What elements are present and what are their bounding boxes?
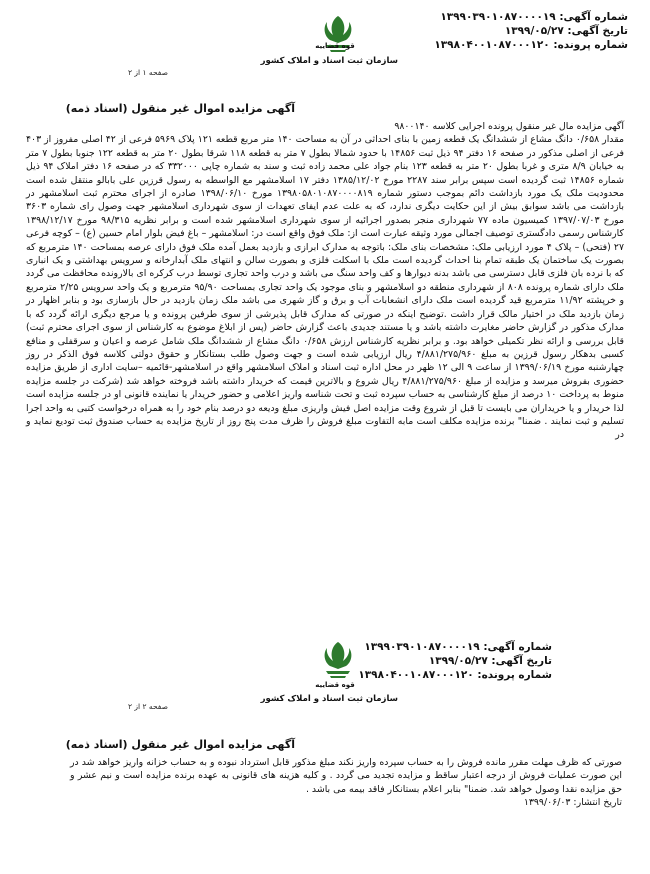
notice-body <box>70 756 622 810</box>
notice-body <box>26 120 624 442</box>
case-number: شماره پرونده: ۱۳۹۸۰۴۰۰۱۰۸۷۰۰۰۱۲۰ <box>358 669 552 681</box>
page-label: صفحه ۱ از ۲ <box>128 68 168 77</box>
ad-date: تاریخ آگهی: ۱۳۹۹/۰۵/۲۷ <box>428 655 552 667</box>
page-label: صفحه ۲ از ۲ <box>128 702 168 711</box>
emblem-caption: قوه قضاییه <box>315 681 355 689</box>
ad-date: تاریخ آگهی: ۱۳۹۹/۰۵/۲۷ <box>504 25 628 37</box>
notice-paragraph: مقدار ۰/۶۵۸ دانگ مشاع از ششدانگ یک قطعه زمین با بنای احداثی در آن به مساحت ۱۴۰ متر مربع قطعه ۱۲۱ پلاک ۵۹۶۹ فرعی از ۴۲ اصلی مفروز از ۴۰۳ فرعی از اصلی مذکور در صفحه ۱۶ دفتر ۹۴ ذیل ثبت ۱۴۸۵۶ با حدود شمالا بطول ۷ متر به قطعه ۱۱۸ شرقا بطول ۲۰ متر به قطعه ۱۲۲ جنوبا بطول ۷ متر به خیابان ۸/۹ متری و غربا بطول ۲۰ متر به قطعه ۱۲۳ بنام جواد علی محمد زاده ثبت و سند به شماره چاپی ۳۳۲۰۰۰ که در صفحه ۱۶ دفتر املاک ۹۴ ذیل شماره ۱۴۸۵۶ ثبت گردیده است سپس برابر سند ۲۲۸۷ مورخ ۱۳۸۵/۱۲/۰۲ دفتر ۱۷ اسلامشهر مع الواسطه به رسول قرزین علی بابالو منتقل شده است محدودیت ملک یک مورد بازداشت دائم بموجب دستور شماره ۱۳۹۸۰۵۸۰۱۰۸۷۰۰۰۰۸۱۹ مورخ ۱۳۹۸/۰۶/۱۰ صادره از اجرای محترم ثبت اسلامشهر در بازداشت می باشد سوابق بیش از این حکایت دیگری ندارد، که به علت عدم ایفای تعهدات از سوی شهرداری اسلامشهر جهت وصول رای شماره ۳۶۰۳ مورخ ۱۳۹۷/۰۷/۰۳ کمیسیون ماده ۷۷ شهرداری منجر بصدور اجرائیه از سوی شهرداری اسلامشهر شده است و برابر نظریه ۹۸/۳۱۵ مورخ ۱۳۹۸/۱۲/۱۷ کارشناس رسمی دادگستری توصیف اجمالی مورد وثیقه عبارت است از: ملک فوق واقع است در: اسلامشهر – باغ فیض بلوار امام حسین (ع) – کوچه فرعی ۲۷ (فتحی) – پلاک ۴ مورد ارزیابی ملک: مشخصات بنای ملک: باتوجه به مدارک ابرازی و بازدید بعمل آمده ملک فوق دارای عرصه بمساحت ۱۴۰ مترمربع که بصورت یک ساختمان یک طبقه تمام بنا احداث گردیده است ملک با اسکلت فلزی و بصورت سالن و انتهای ملک آبدارخانه و سرویس بهداشتی و یک انباری که با نرده بان فلزی قابل دسترسی می باشد بدنه دیوارها و کف واحد سنگ می باشد و درب واحد تجاری توسط درب کرکره ای بالارونده محافظت می گردد ملک دارای شماره پرونده ۸۰۸ از شهرداری منطقه دو اسلامشهر و بنای موجود یک واحد تجاری بمساحت ۹۵/۹۰ مترمربع و یک واحد سرویس ۲/۲۵ مترمربع و خرپشته ۱۱/۹۲ مترمربع قید گردیده است ملک دارای انشعابات آب و برق و گاز شهری می باشد ملک زمان بازدید در حال بازسازی بود و بنابر اظهار در زمان بازدید ملک در اختیار مالک قرار داشت .توضیح اینکه در صورتی که مدارک قابل پذیرشی از سوی طرفین پرونده و یا مرجع دیگری ارائه گردد که با مدارک مذکور در گزارش حاضر مغایرت داشته باشد و یا مستند جدیدی باعث گزارش حاضر (پس از ابلاغ موضوع به کارشناس از سوی اجرای محترم ثبت) قابل بررسی و ارائه نظر تکمیلی خواهد بود. و برابر نظریه کارشناس ارزش ۰/۶۵۸ دانگ مشاع از ششدانگ ملک شامل عرصه و اعیان و سرقفلی و منافع کسبی بدهکار رسول قرزین به مبلغ ۴/۸۸۱/۲۷۵/۹۶۰ ریال ارزیابی شده است و جهت وصول طلب بستانکار و حقوق دولتی کلاسه فوق الذکر در روز چهارشنبه مورخ ۱۳۹۹/۰۶/۱۹ از ساعت ۹ الی ۱۲ ظهر در محل اداره ثبت اسناد و املاک اسلامشهر واقع در اسلامشهر-قائمیه –سایت اداری از طریق مزایده حضوری بفروش میرسد و مزایده از مبلغ ۴/۸۸۱/۲۷۵/۹۶۰ ریال شروع و بالاترین قیمت که خریدار داشته باشد فروخته خواهد شد (شرکت در جلسه مزایده منوط به پرداخت ۱۰ درصد از مبلغ کارشناسی به حساب سپرده ثبت و تحت شناسه واریز اعلامی و حضور خریدار یا نماینده قانونی او در جلسه مزایده است لذا خریدار و یا خریداران می بایست تا قبل از شروع وقت مزایده اصل فیش واریزی مبلغ ودیعه دو درصد بنام خود را به همراه درخواست کتبی به واحد اجرا تسلیم و ثبت نمایند . ضمنا" برنده مزایده مکلف است مابه التفاوت مبلغ فروش را ظرف مدت پنج روز از تاریخ مزایده به حساب صندوق ثبت تودیع نماید و در <box>26 134 625 441</box>
publish-date: تاریخ انتشار: ۱۳۹۹/۰۶/۰۳ <box>523 797 622 809</box>
notice-paragraph: صورتی که ظرف مهلت مقرر مانده فروش را به حساب سپرده واریز نکند مبلغ مذکور قابل استرداد نبوده و به حساب خزانه واریز خواهد شد در این صورت عملیات فروش از درجه اعتبار ساقط و مزایده تجدید می گردد . و کلیه هزینه های قانونی به عهده برنده مزایده است و نیم عشر و حق مزایده نقدا وصول خواهد شد. ضمنا" بنابر اعلام بستانکار فاقد بیمه می باشد . <box>70 757 622 795</box>
ad-number: شماره آگهی: ۱۳۹۹۰۳۹۰۱۰۸۷۰۰۰۰۱۹ <box>364 641 552 653</box>
notice-heading-line: آگهی مزایده مال غیر منقول پرونده اجرایی کلاسه ۹۸۰۰۱۴۰ <box>394 121 624 132</box>
ad-meta-block <box>358 640 552 682</box>
ad-number: شماره آگهی: ۱۳۹۹۰۳۹۰۱۰۸۷۰۰۰۰۱۹ <box>440 11 628 23</box>
case-number: شماره پرونده: ۱۳۹۸۰۴۰۰۱۰۸۷۰۰۰۱۲۰ <box>434 39 628 51</box>
judiciary-emblem-icon <box>318 12 358 58</box>
judiciary-emblem-icon <box>318 638 358 684</box>
emblem-caption: قوه قضاییه <box>315 42 355 50</box>
notice-title: آگهی مزایده اموال غیر منقول (اسناد ذمه) <box>65 102 295 115</box>
ad-meta-block <box>434 10 628 52</box>
notice-title: آگهی مزایده اموال غیر منقول (اسناد ذمه) <box>65 738 295 751</box>
organization-name: سازمان ثبت اسناد و املاک کشور <box>260 694 398 704</box>
organization-name: سازمان ثبت اسناد و املاک کشور <box>260 56 398 66</box>
